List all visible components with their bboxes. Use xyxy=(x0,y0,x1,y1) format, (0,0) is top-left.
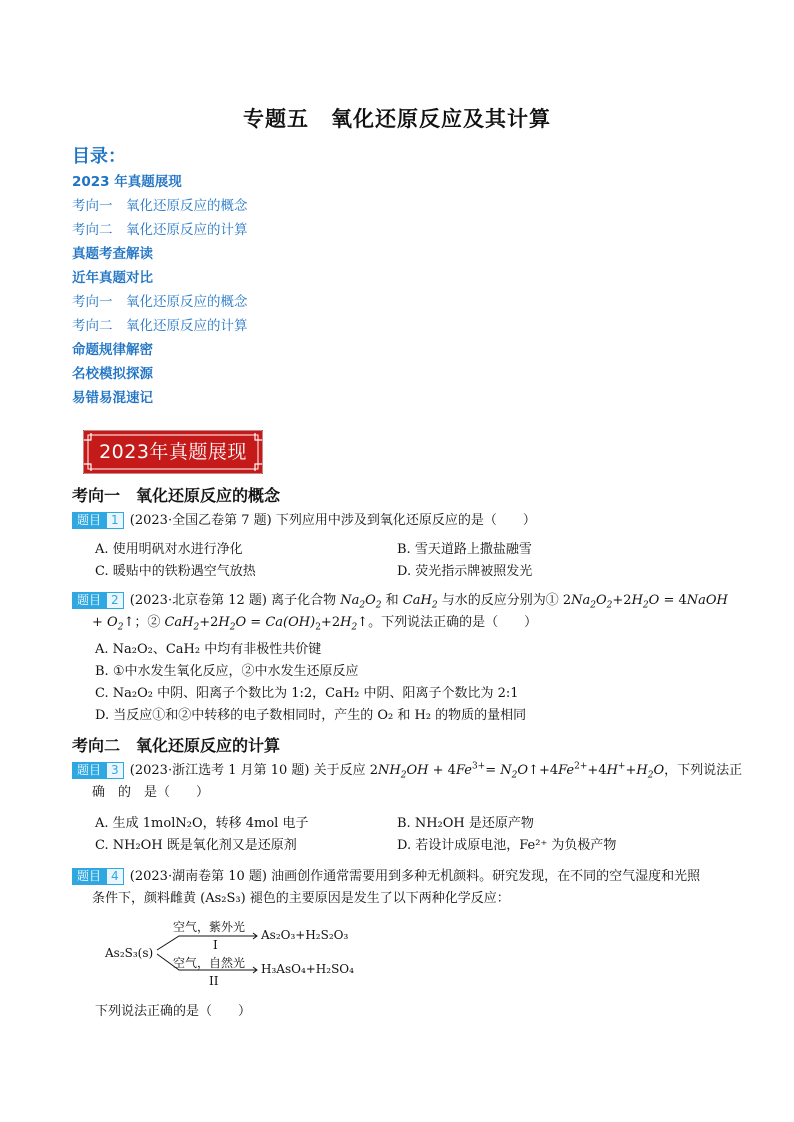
option-a[interactable]: A. Na₂O₂、CaH₂ 中均有非极性共价键 xyxy=(95,642,322,657)
option-d[interactable]: D. 荧光指示牌被照发光 xyxy=(397,564,533,579)
banner-title: 2023年真题展现 xyxy=(99,441,247,463)
condition-1: 空气，紫外光 xyxy=(173,920,246,934)
section-heading: 考向二 氧化还原反应的计算 xyxy=(72,736,281,755)
product-2: H₃AsO₄+H₂SO₄ xyxy=(261,962,354,976)
toc-heading: 目录： xyxy=(72,146,126,167)
section-banner xyxy=(83,430,263,474)
toc-item[interactable]: 名校模拟探源 xyxy=(72,366,153,382)
toc-item[interactable]: 考向二 氧化还原反应的计算 xyxy=(72,222,248,238)
question-stem-cont: 确 的 是（ ） xyxy=(92,785,210,800)
question-stem-cont: 条件下，颜料雌黄 (As₂S₃) 褪色的主要原因是发生了以下两种化学反应： xyxy=(92,891,510,906)
question-stem: (2023·全国乙卷第 7 题) 下列应用中涉及到氧化还原反应的是（ ） xyxy=(129,513,536,528)
option-c[interactable]: C. NH₂OH 既是氧化剂又是还原剂 xyxy=(95,838,297,853)
toc-item[interactable]: 真题考查解读 xyxy=(72,246,153,262)
option-b[interactable]: B. 雪天道路上撒盐融雪 xyxy=(397,542,532,557)
question-1 xyxy=(72,510,732,532)
option-b[interactable]: B. ①中水发生氧化反应，②中水发生还原反应 xyxy=(95,664,359,679)
question-source: (2023·浙江选考 1 月第 10 题) 关于反应 xyxy=(129,763,370,778)
question-tag: 题目 2 xyxy=(72,592,124,609)
question-tag: 题目 3 xyxy=(72,762,124,779)
option-a[interactable]: A. 使用明矾对水进行净化 xyxy=(95,542,243,557)
toc-item[interactable]: 近年真题对比 xyxy=(72,270,153,286)
toc-item[interactable]: 考向一 氧化还原反应的概念 xyxy=(72,198,248,214)
page-title: 专题五 氧化还原反应及其计算 xyxy=(243,107,551,131)
question-source: (2023·北京卷第 12 题) 离子化合物 xyxy=(129,593,341,608)
option-d[interactable]: D. 若设计成原电池，Fe²⁺ 为负极产物 xyxy=(397,838,617,853)
question-tag: 题目 1 xyxy=(72,512,124,529)
toc-item[interactable]: 易错易混速记 xyxy=(72,390,153,406)
section-heading: 考向一 氧化还原反应的概念 xyxy=(72,486,281,505)
toc-item[interactable]: 命题规律解密 xyxy=(72,342,153,358)
option-a[interactable]: A. 生成 1molN₂O，转移 4mol 电子 xyxy=(95,816,309,831)
option-c[interactable]: C. Na₂O₂ 中阴、阳离子个数比为 1:2，CaH₂ 中阴、阳离子个数比为 2:1 xyxy=(95,686,519,701)
option-b[interactable]: B. NH₂OH 是还原产物 xyxy=(397,816,534,831)
condition-2: 空气，自然光 xyxy=(173,956,246,970)
reactant: As₂S₃(s) xyxy=(105,946,154,960)
reaction-scheme xyxy=(105,878,385,988)
option-c[interactable]: C. 暖贴中的铁粉遇空气放热 xyxy=(95,564,256,579)
table-of-contents xyxy=(72,170,248,410)
question-4-ask: 下列说法正确的是（ ） xyxy=(95,1004,252,1019)
route-2-label: II xyxy=(209,974,219,988)
question-3: 题目 3 (2023·浙江选考 1 月第 10 题) 关于反应 $2NH_2OH + 4Fe^{3+}=$ $N_2O↑+4Fe^{2+}+4H^++H_2O$，下列说法正 确 的 是（ ） xyxy=(72,760,732,804)
toc-item[interactable]: 2023 年真题展现 xyxy=(72,174,182,190)
toc-item[interactable]: 考向二 氧化还原反应的计算 xyxy=(72,318,248,334)
question-stem: (2023·湖南卷第 10 题) 油画创作通常需要用到多种无机颜料。研究发现，在不同的空气湿度和光照 xyxy=(129,869,701,884)
route-1-label: I xyxy=(213,938,218,952)
option-d[interactable]: D. 当反应①和②中转移的电子数相同时，产生的 O₂ 和 H₂ 的物质的量相同 xyxy=(95,708,527,723)
question-2: 题目 2 (2023·北京卷第 12 题) 离子化合物 $Na_2O_2$ 和 CaH$_2$ 与水的反应分别为① $2Na_2O_2+2H_2O$ = 4NaOH + $O_2↑$；② $CaH_2+2H_2O$ = $Ca(OH)_2+2H_2↑$。下列说法正确的是（ ） xyxy=(72,590,732,634)
product-1: As₂O₃+H₂S₂O₃ xyxy=(261,928,349,942)
toc-item[interactable]: 考向一 氧化还原反应的概念 xyxy=(72,294,248,310)
question-tag: 题目 4 xyxy=(72,868,124,885)
